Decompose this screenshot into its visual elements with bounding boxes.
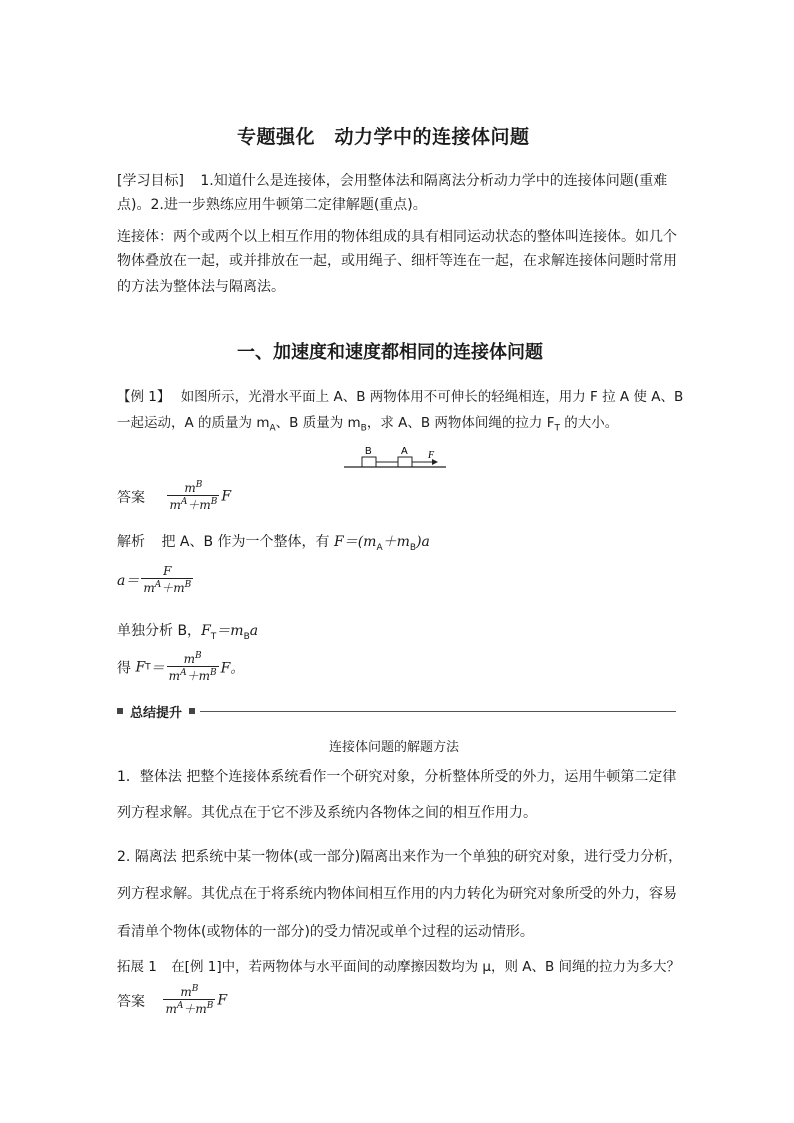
answer1-label: 答案 bbox=[117, 489, 145, 506]
analysis-line1: 解析 把 A、B 作为一个整体，有 $F=(m_A+m_B)a$ bbox=[117, 534, 430, 553]
learning-goals-line2: 点)。2.进一步熟练应用牛顿第二定律解题(重点)。 bbox=[117, 197, 427, 213]
label-a: A bbox=[401, 446, 408, 457]
summary-subtitle: 连接体问题的解题方法 bbox=[329, 740, 460, 755]
example1-figure bbox=[340, 443, 450, 473]
page-title: 专题强化 动力学中的连接体问题 bbox=[237, 126, 530, 148]
summary-item2-line2: 列方程求解。其优点在于将系统内物体间相互作用的内力转化为研究对象所受的外力，容易 bbox=[117, 886, 677, 902]
summary-bullet-icon bbox=[117, 708, 123, 714]
label-b: B bbox=[365, 446, 372, 457]
answer1: 答案 $\frac{m^B}{m^A+m^B}$ F bbox=[117, 480, 232, 512]
analysis-label: 解析 bbox=[117, 534, 145, 550]
definition-line3: 的方法为整体法与隔离法。 bbox=[117, 279, 285, 295]
extension1: 拓展 1 在[例 1]中，若两物体与水平面间的动摩擦因数均为 μ，则 A、B 间绳的拉力为多大？ bbox=[117, 959, 681, 975]
definition-line1: 连接体：两个或两个以上相互作用的物体组成的具有相同运动状态的整体叫连接体。如几个 bbox=[117, 229, 677, 245]
analysis-fraction-a: $\frac{F}{m^A+m^B}$ bbox=[143, 564, 192, 595]
block-a bbox=[398, 457, 412, 467]
example1-line2: 一起运动，A 的质量为 $m_A$、B 质量为 $m_B$，求 A、B 两物体间绳的拉力 $F_T$ 的大小。 bbox=[117, 415, 619, 434]
section-heading: 一、加速度和速度都相同的连接体问题 bbox=[237, 342, 543, 363]
answer2-fraction: $\frac{m^B}{m^A+m^B}$ bbox=[165, 984, 214, 1016]
analysis-fraction-ft: $\frac{m^B}{m^A+m^B}$ bbox=[168, 651, 217, 683]
extension1-label: 拓展 1 bbox=[117, 959, 157, 975]
answer2-label: 答案 bbox=[117, 993, 145, 1010]
summary-bullet-icon-right bbox=[189, 708, 195, 714]
label-f: F bbox=[428, 450, 435, 461]
summary-rule bbox=[200, 711, 676, 712]
summary-item2-line3: 看清单个物体(或物体的一部分)的受力情况或单个过程的运动情形。 bbox=[117, 924, 534, 940]
summary-label: 总结提升 bbox=[130, 706, 183, 721]
summary-item1-line2: 列方程求解。其优点在于它不涉及系统内各物体之间的相互作用力。 bbox=[117, 805, 537, 821]
example1-line1: 【例 1】 如图所示，光滑水平面上 A、B 两物体用不可伸长的轻绳相连，用力 F 拉 A 使 A、B bbox=[117, 389, 684, 405]
analysis-line4: 得 FT＝ $\frac{m^B}{m^A+m^B}$ F。 bbox=[117, 651, 245, 683]
learning-goals-label: [学习目标] bbox=[117, 173, 184, 189]
learning-goals-line1: [学习目标] 1.知道什么是连接体，会用整体法和隔离法分析动力学中的连接体问题(重难 bbox=[117, 173, 668, 189]
analysis-line2: a＝ $\frac{F}{m^A+m^B}$ bbox=[117, 564, 192, 595]
summary-item2-line1: 2. 隔离法 把系统中某一物体(或一部分)隔离出来作为一个单独的研究对象，进行受力分析， bbox=[117, 849, 683, 865]
analysis-line3: 单独分析 B，$F_T=m_Ba$ bbox=[117, 623, 259, 642]
block-b bbox=[362, 457, 376, 467]
summary-item1-line1: 1．整体法 把整个连接体系统看作一个研究对象，分析整体所受的外力，运用牛顿第二定律 bbox=[117, 769, 677, 785]
example1-label: 【例 1】 bbox=[117, 389, 171, 405]
definition-line2: 物体叠放在一起，或并排放在一起，或用绳子、细杆等连在一起，在求解连接体问题时常用 bbox=[117, 253, 677, 269]
answer2: 答案 $\frac{m^B}{m^A+m^B}$ F bbox=[117, 984, 228, 1016]
answer1-fraction: $\frac{m^B}{m^A+m^B}$ bbox=[169, 480, 218, 512]
